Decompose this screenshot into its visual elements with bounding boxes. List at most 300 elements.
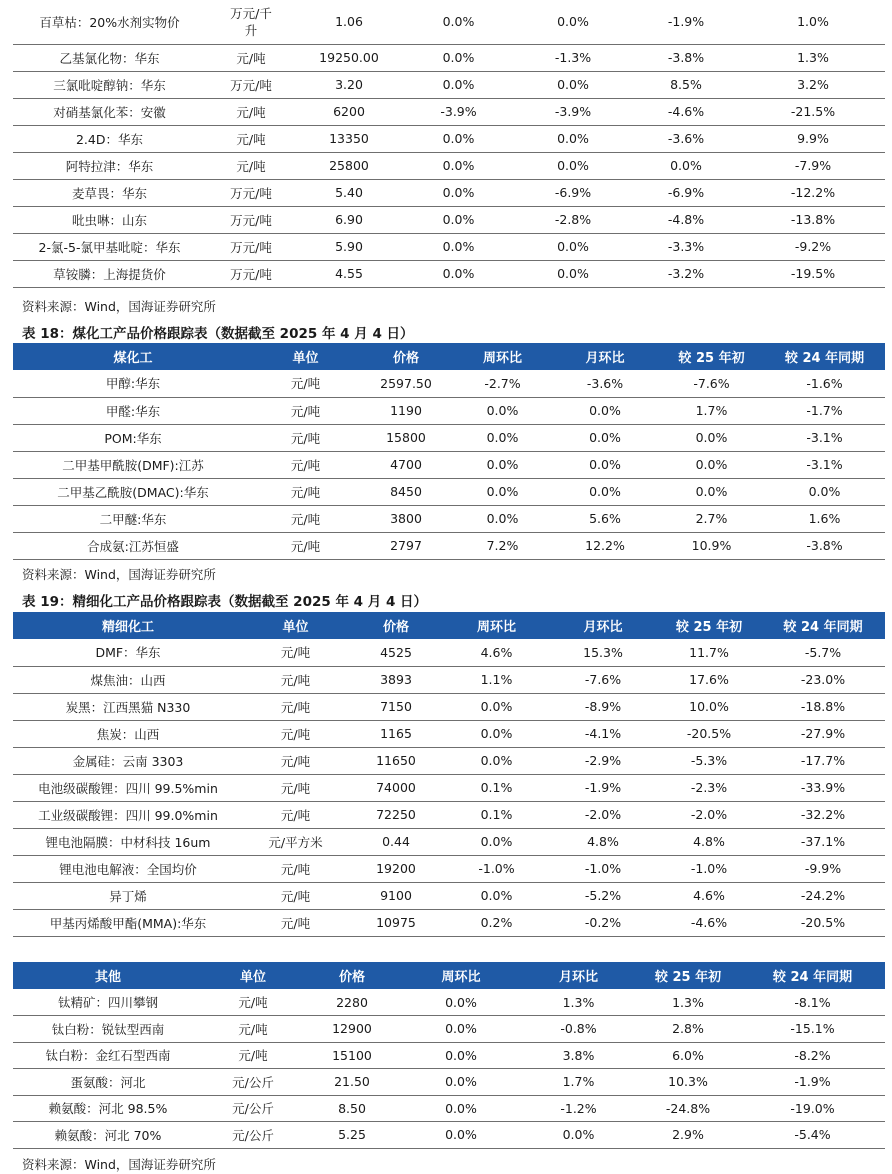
table-cell: 元/吨 (290, 430, 321, 446)
table-19-header-row (13, 612, 885, 639)
product-name-cell: 三氯吡啶醇钠：华东 (53, 77, 166, 93)
column-header: 月环比 (585, 351, 625, 366)
table-cell: 0.0% (442, 266, 475, 281)
table-row (13, 693, 885, 720)
table-cell: 13350 (329, 131, 369, 146)
table-row (13, 397, 885, 424)
table-cell: -13.8% (790, 212, 836, 227)
table-cell: 5.6% (589, 511, 621, 526)
product-name-cell: 二甲基甲酰胺(DMF):江苏 (62, 457, 204, 473)
table-cell: 0.0% (589, 403, 621, 418)
table-cell: 0.0% (695, 430, 728, 445)
product-name-cell: 钛白粉：锐钛型西南 (51, 1021, 165, 1037)
table-cell: -4.1% (584, 726, 622, 741)
table-cell: 72250 (376, 807, 416, 822)
table-cell: 0.0% (486, 457, 519, 472)
table-cell: 15100 (332, 1047, 372, 1063)
table-cell: -3.1% (806, 457, 843, 472)
table-cell: -1.2% (560, 1100, 597, 1116)
product-name-cell: 甲醇:华东 (105, 376, 161, 392)
column-header: 月环比 (558, 970, 598, 985)
table-cell: 3.2% (797, 77, 829, 92)
column-header: 精细化工 (101, 620, 154, 635)
table-cell: 0.0% (695, 457, 728, 472)
table-cell: 1.3% (562, 994, 595, 1010)
table-cell: -1.6% (806, 375, 843, 391)
table-cell: 10975 (376, 915, 416, 930)
table-cell: 元/吨 (290, 376, 321, 392)
table-row (13, 720, 885, 747)
table-cell: 0.0% (445, 1047, 477, 1063)
table-cell: 25800 (329, 158, 369, 173)
table-cell: 元/吨 (236, 104, 266, 120)
table-cell: -20.5% (686, 726, 732, 741)
table-cell: -17.7% (800, 753, 846, 768)
table-cell: 3.20 (335, 77, 363, 92)
table-cell: 0.0% (480, 753, 513, 768)
table-cell: 2.8% (672, 1021, 704, 1037)
table-cell: -7.6% (584, 672, 622, 687)
table-cell: 5.40 (335, 185, 363, 200)
table-cell: 0.0% (445, 994, 477, 1010)
table-cell: -19.0% (790, 1100, 835, 1116)
table-cell: 4.6% (693, 888, 725, 903)
table-cell: -1.0% (690, 861, 728, 876)
table-row (13, 0, 885, 44)
table-cell: 5.25 (338, 1127, 366, 1143)
column-header: 价格 (392, 351, 419, 366)
table-cell: 0.0% (670, 158, 702, 173)
product-name-cell: 二甲基乙酰胺(DMAC):华东 (57, 484, 209, 500)
table-cell: 9.9% (797, 131, 829, 146)
table-cell: 0.0% (557, 77, 589, 92)
table-cell: -1.9% (794, 1074, 831, 1090)
table-cell: 元/公斤 (232, 1101, 274, 1117)
other-chemical-price-table (13, 962, 885, 1149)
table-cell: -33.9% (800, 780, 846, 795)
product-name-cell: 对硝基氯化苯：安徽 (53, 104, 166, 120)
table-cell: -18.8% (800, 699, 846, 714)
table-cell: -12.2% (790, 185, 836, 200)
table-cell: -5.7% (804, 644, 842, 660)
table-row (13, 1122, 885, 1149)
table-cell: 11.7% (689, 644, 729, 660)
table-row (13, 747, 885, 774)
table-cell: 元/吨 (238, 1048, 268, 1064)
table-cell: 元/吨 (238, 995, 268, 1010)
product-name-cell: 甲醛:华东 (105, 403, 161, 419)
table-cell: 4525 (380, 644, 412, 660)
table-cell: 元/吨 (280, 861, 311, 877)
table-cell: 2280 (336, 994, 368, 1010)
table-cell: -32.2% (800, 807, 846, 822)
product-name-cell: 焦炭：山西 (96, 726, 160, 742)
table-row (13, 1069, 885, 1096)
table-row (13, 451, 885, 478)
product-name-cell: 百草枯：20%水剂实物价 (39, 14, 180, 30)
product-name-cell: 炭黑：江西黑猫 N330 (65, 699, 191, 715)
product-name-cell: 吡虫啉：山东 (71, 212, 147, 228)
table-cell: 0.2% (480, 915, 513, 930)
table-cell: 0.0% (557, 239, 589, 254)
table-cell: 0.0% (442, 131, 475, 146)
table-cell: 0.0% (442, 14, 475, 30)
table-cell: -1.7% (806, 403, 843, 418)
column-header: 价格 (382, 620, 409, 635)
table-cell: -8.2% (794, 1047, 831, 1063)
table-cell: 2.9% (672, 1127, 704, 1143)
table-cell: -3.9% (554, 104, 592, 119)
table-cell: 0.44 (382, 834, 410, 849)
table-cell: -6.9% (667, 185, 705, 200)
column-header: 周环比 (482, 351, 522, 366)
column-header: 单位 (282, 620, 309, 635)
table-row (13, 882, 885, 909)
table-cell: 元/吨 (290, 457, 321, 473)
table-cell: 19200 (376, 861, 416, 876)
table-cell: 1190 (390, 403, 422, 418)
column-header: 月环比 (583, 620, 623, 635)
table-cell: 7150 (380, 699, 412, 714)
table-cell: 0.0% (480, 699, 513, 714)
table-cell: 万元/吨 (230, 212, 272, 228)
product-name-cell: 二甲醚:华东 (99, 511, 167, 527)
table-cell: -5.2% (584, 888, 622, 903)
table-cell: 1165 (380, 726, 412, 741)
column-header: 煤化工 (113, 351, 153, 366)
table-cell: 12900 (332, 1021, 372, 1037)
product-name-cell: 电池级碳酸锂：四川 99.5%min (38, 780, 218, 796)
table-cell: 3800 (390, 511, 422, 526)
product-name-cell: 金属硅：云南 3303 (72, 753, 184, 769)
table-cell: 2597.50 (380, 375, 432, 391)
table-cell: 元/吨 (280, 915, 311, 931)
table-cell: -27.9% (800, 726, 846, 741)
table-row (13, 478, 885, 505)
product-name-cell: 赖氨酸：河北 98.5% (48, 1101, 168, 1117)
table-cell: 元/吨 (280, 807, 311, 823)
table-row (13, 639, 885, 666)
table-cell: -8.9% (584, 699, 622, 714)
table-cell: 0.0% (557, 158, 589, 173)
table-cell: -2.0% (584, 807, 622, 822)
table-row (13, 1016, 885, 1043)
table-cell: -4.6% (690, 915, 728, 930)
table-cell: 万元/吨 (230, 266, 272, 282)
table-row (13, 71, 885, 98)
product-name-cell: 锂电池电解液：全国均价 (59, 861, 197, 877)
table-cell: 元/吨 (238, 1021, 268, 1037)
table-cell: 19250.00 (319, 50, 379, 65)
table-cell: 1.0% (797, 14, 829, 30)
product-name-cell: 阿特拉津：华东 (65, 158, 154, 174)
table-row (13, 260, 885, 287)
column-header: 较 24 年同期 (772, 970, 853, 985)
column-header: 较 25 年初 (675, 620, 743, 635)
product-name-cell: 2-氯-5-氯甲基吡啶：华东 (38, 239, 181, 255)
table-row (13, 532, 885, 559)
table-cell: 万元/吨 (230, 239, 272, 255)
table-cell: 1.7% (695, 403, 728, 418)
column-header: 其他 (94, 970, 121, 985)
product-name-cell: 赖氨酸：河北 70% (54, 1127, 162, 1143)
table-cell: 0.0% (480, 726, 513, 741)
product-name-cell: 乙基氯化物：华东 (59, 50, 160, 66)
table-row (13, 125, 885, 152)
table-cell: 7.2% (486, 538, 519, 553)
table-cell: -1.0% (478, 861, 515, 876)
table-cell: 0.1% (480, 807, 513, 822)
source-note-18: 资料来源：Wind，国海证券研究所 (22, 567, 216, 582)
product-name-cell: 钛精矿：四川攀钢 (57, 995, 158, 1010)
column-header: 价格 (338, 970, 365, 985)
table-cell: 0.0% (445, 1021, 477, 1037)
table-cell: 4700 (390, 457, 422, 472)
product-name-cell: 草铵膦：上海提货价 (53, 266, 166, 282)
table-cell: 0.0% (589, 430, 621, 445)
table-cell: 4.8% (693, 834, 725, 849)
table-cell: 0.0% (557, 131, 589, 146)
table-cell: -3.1% (806, 430, 843, 445)
table-cell: 元/吨 (280, 699, 311, 715)
table-row (13, 152, 885, 179)
table-row (13, 1042, 885, 1069)
product-name-cell: 工业级碳酸锂：四川 99.0%min (38, 807, 218, 823)
table-cell: -1.9% (584, 780, 622, 795)
table-cell: 元/吨 (280, 726, 311, 742)
table-cell: 0.0% (486, 430, 519, 445)
table-cell: 元/吨 (280, 888, 311, 904)
table-row (13, 801, 885, 828)
table-row (13, 233, 885, 260)
table-19-block (0, 612, 892, 937)
table-19-title: 表 19：精细化工产品价格跟踪表（数据截至 2025 年 4 月 4 日） (22, 594, 428, 610)
table-cell: 8.5% (670, 77, 702, 92)
table-cell: 0.0% (589, 484, 621, 499)
table-cell: 元/吨 (290, 538, 321, 554)
table-cell: -24.2% (800, 888, 846, 903)
table-cell: -9.9% (804, 861, 842, 876)
table-cell: 0.0% (442, 239, 475, 254)
table-cell: 元/吨 (280, 753, 311, 769)
table-cell: -21.5% (790, 104, 836, 119)
table-cell: 元/吨 (290, 403, 321, 419)
table-cell: 元/吨 (280, 780, 311, 796)
table-cell: -20.5% (800, 915, 846, 930)
product-name-cell: DMF：华东 (95, 645, 161, 661)
table-cell: 元/公斤 (232, 1127, 274, 1143)
table-cell: 元/吨 (280, 672, 311, 688)
table-cell: 1.7% (562, 1074, 595, 1090)
table-cell: 3893 (380, 672, 412, 687)
product-name-cell: POM:华东 (104, 430, 162, 446)
table-row (13, 179, 885, 206)
table-cell: -1.3% (554, 50, 592, 65)
coal-chemical-price-table (13, 343, 885, 560)
table-cell: 8.50 (338, 1100, 366, 1116)
prev-table-block (0, 0, 892, 288)
table-cell: -6.9% (554, 185, 592, 200)
product-name-cell: 锂电池隔膜：中材科技 16um (45, 834, 211, 850)
table-row (13, 1095, 885, 1122)
table-cell: 12.2% (585, 538, 625, 553)
table-cell: -24.8% (665, 1100, 711, 1116)
table-cell: -3.3% (667, 239, 705, 254)
table-row (13, 855, 885, 882)
table-row (13, 44, 885, 71)
table-cell: 0.0% (486, 403, 519, 418)
table-row (13, 206, 885, 233)
table-cell: 0.0% (442, 212, 475, 227)
pesticide-price-table (13, 0, 885, 288)
table-18-block (0, 343, 892, 560)
table-cell: 5.90 (335, 239, 363, 254)
table-row (13, 505, 885, 532)
other-table-header-row (13, 962, 885, 989)
table-cell: -3.8% (806, 538, 843, 553)
table-cell: 0.0% (808, 484, 841, 499)
table-cell: 15800 (386, 430, 426, 445)
table-cell: 万元/千升 (230, 5, 272, 38)
table-row (13, 98, 885, 125)
table-cell: 0.1% (480, 780, 513, 795)
table-row (13, 370, 885, 397)
product-name-cell: 2.4D：华东 (75, 131, 143, 147)
table-cell: 0.0% (445, 1127, 477, 1143)
column-header: 单位 (239, 970, 266, 985)
table-cell: 0.0% (486, 484, 519, 499)
table-cell: 6.90 (335, 212, 363, 227)
table-cell: -7.6% (693, 375, 730, 391)
table-cell: -2.3% (690, 780, 728, 795)
column-header: 较 25 年初 (678, 351, 745, 366)
table-cell: 0.0% (562, 1127, 595, 1143)
product-name-cell: 煤焦油：山西 (90, 672, 166, 688)
product-name-cell: 异丁烯 (109, 888, 147, 904)
table-cell: 10.0% (689, 699, 729, 714)
table-cell: 1.1% (480, 672, 513, 687)
table-cell: 0.0% (442, 158, 475, 173)
table-cell: -0.8% (560, 1021, 597, 1037)
column-header: 较 24 年同期 (784, 351, 865, 366)
table-cell: -7.9% (794, 158, 832, 173)
table-cell: -2.9% (584, 753, 622, 768)
table-row (13, 666, 885, 693)
table-cell: 2.7% (695, 511, 728, 526)
table-cell: -5.4% (794, 1127, 831, 1143)
table-cell: -2.8% (554, 212, 592, 227)
table-cell: 10.3% (668, 1074, 708, 1090)
table-row (13, 828, 885, 855)
table-cell: -15.1% (790, 1021, 835, 1037)
table-cell: -9.2% (794, 239, 832, 254)
table-cell: -8.1% (794, 994, 831, 1010)
table-cell: 74000 (376, 780, 416, 795)
table-cell: 10.9% (691, 538, 732, 553)
table-cell: -1.0% (584, 861, 622, 876)
table-cell: 0.0% (480, 888, 513, 903)
table-cell: 4.8% (587, 834, 619, 849)
table-cell: 2797 (390, 538, 422, 553)
product-name-cell: 蛋氨酸：河北 (70, 1074, 146, 1090)
table-cell: 4.6% (480, 644, 513, 660)
table-row (13, 909, 885, 936)
table-cell: -0.2% (584, 915, 622, 930)
table-cell: -19.5% (790, 266, 836, 281)
table-cell: 17.6% (689, 672, 729, 687)
table-cell: 万元/吨 (230, 77, 272, 93)
column-header: 单位 (292, 351, 319, 366)
product-name-cell: 合成氨:江苏恒盛 (87, 538, 179, 554)
table-cell: 元/吨 (236, 131, 266, 147)
table-cell: -3.2% (667, 266, 705, 281)
source-note-other: 资料来源：Wind，国海证券研究所 (22, 1157, 216, 1172)
table-cell: 4.55 (335, 266, 363, 281)
table-cell: 1.6% (808, 511, 841, 526)
table-cell: 万元/吨 (230, 185, 272, 201)
table-cell: -3.6% (586, 375, 624, 391)
table-cell: 0.0% (589, 457, 621, 472)
table-cell: -3.6% (667, 131, 705, 146)
column-header: 较 25 年初 (654, 970, 722, 985)
table-cell: 1.06 (335, 14, 363, 30)
table-cell: 0.0% (480, 834, 513, 849)
column-header: 周环比 (476, 620, 516, 635)
table-cell: -4.8% (667, 212, 705, 227)
table-cell: 元/吨 (236, 158, 266, 174)
table-cell: 0.0% (442, 77, 475, 92)
table-cell: 15.3% (583, 644, 623, 660)
table-cell: 8450 (390, 484, 422, 499)
column-header: 较 24 年同期 (783, 620, 863, 635)
fine-chemical-price-table (13, 612, 885, 937)
table-cell: 9100 (380, 888, 412, 903)
table-cell: 3.8% (562, 1047, 595, 1063)
table-cell: 1.3% (672, 994, 704, 1010)
product-name-cell: 钛白粉：金红石型西南 (45, 1048, 171, 1064)
table-cell: 0.0% (695, 484, 728, 499)
table-cell: -2.7% (484, 375, 521, 391)
table-cell: -1.9% (667, 14, 705, 30)
table-cell: 元/平方米 (268, 834, 323, 850)
table-cell: 元/公斤 (232, 1074, 274, 1090)
table-cell: -4.6% (667, 104, 705, 119)
table-cell: -3.9% (440, 104, 477, 119)
table-cell: 0.0% (557, 14, 589, 30)
table-cell: 元/吨 (290, 484, 321, 500)
table-cell: 元/吨 (280, 645, 311, 661)
table-cell: 1.3% (797, 50, 829, 65)
table-row (13, 424, 885, 451)
other-table-block (0, 962, 892, 1149)
table-cell: 0.0% (486, 511, 519, 526)
table-cell: -5.3% (690, 753, 728, 768)
table-cell: 21.50 (334, 1074, 370, 1090)
product-name-cell: 甲基丙烯酸甲酯(MMA):华东 (49, 915, 207, 931)
table-cell: 元/吨 (236, 50, 266, 66)
column-header: 周环比 (441, 970, 481, 985)
table-cell: -37.1% (800, 834, 846, 849)
table-cell: -3.8% (667, 50, 705, 65)
table-cell: 0.0% (442, 185, 475, 200)
table-cell: 6200 (333, 104, 365, 119)
table-18-title: 表 18：煤化工产品价格跟踪表（数据截至 2025 年 4 月 4 日） (22, 326, 414, 342)
table-cell: 0.0% (445, 1100, 477, 1116)
table-cell: -2.0% (690, 807, 728, 822)
table-18-header-row (13, 343, 885, 370)
table-cell: 11650 (376, 753, 416, 768)
source-note-prev: 资料来源：Wind，国海证券研究所 (22, 299, 216, 314)
